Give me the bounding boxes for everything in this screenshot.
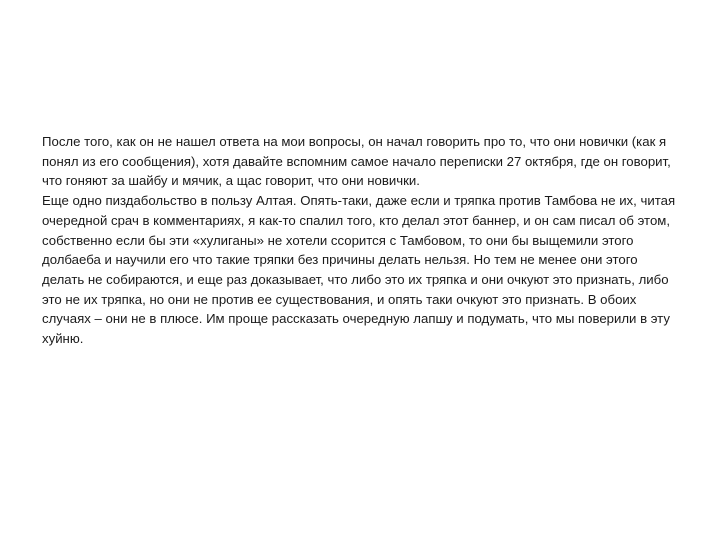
body-text [42,132,682,349]
paragraph-1: После того, как он не нашел ответа на мои вопросы, он начал говорить про то, что они новички (как я понял из его сообщения), хотя давайте вспомним самое начало переписки 27 октября, где он говорит, что гоняют за шайбу и мячик, а щас говорит, что они новички. [42,134,671,189]
paragraph-2: Еще одно пиздабольство в пользу Алтая. Опять-таки, даже если и тряпка против Тамбова не их, читая очередной срач в комментариях, я как-то спалил того, кто делал этот баннер, и он сам писал об этом, собственно если бы эти «хулиганы» не хотели ссорится с Тамбовом, то они бы выщемили этого долбаеба и научили его что такие тряпки без причины делать нельзя. Но тем не менее они этого делать не собираются, и еще раз доказывает, что либо это их тряпка и они очкуют это признать, либо это не их тряпка, но они не против ее существования, и опять таки очкуют это признать. В обоих случаях – они не в плюсе. Им проще рассказать очередную лапшу и подумать, что мы поверили в эту хуйню. [42,193,676,347]
